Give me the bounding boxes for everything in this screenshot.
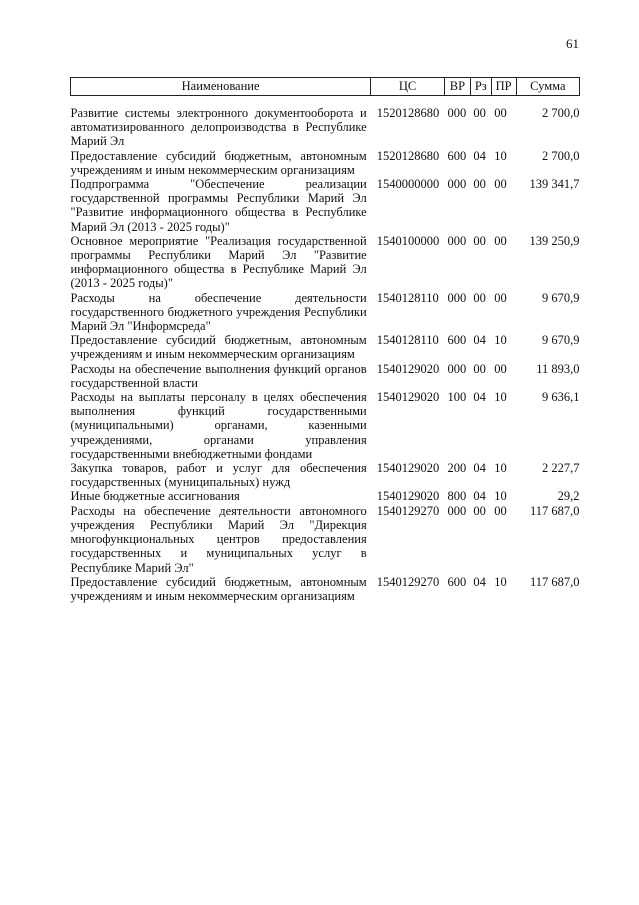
row-pr: 10	[494, 390, 507, 405]
row-sum: 9 670,9	[542, 333, 580, 348]
row-pr: 00	[494, 503, 507, 518]
row-rz: 00	[473, 503, 486, 518]
row-cs: 1540129020	[376, 489, 440, 504]
row-rz: 04	[473, 390, 486, 405]
table-row	[71, 149, 580, 177]
row-rz: 04	[473, 574, 486, 589]
row-sum: 11 893,0	[536, 361, 580, 376]
row-sum: 2 700,0	[542, 106, 580, 120]
row-name: Расходы на обеспечение деятельности государственного бюджетного учреждения Республики Марий Эл "Информсреда"	[70, 290, 367, 334]
row-cs: 1540129270	[376, 503, 440, 518]
row-pr: 10	[494, 333, 507, 348]
row-vr: 000	[447, 290, 467, 305]
table-row	[71, 362, 580, 390]
header-cs: ЦС	[371, 78, 445, 96]
row-name: Предоставление субсидий бюджетным, автономным учреждениям и иным некоммерческим организациям	[70, 574, 367, 603]
row-name: Расходы на выплаты персоналу в целях обеспечения выполнения функций государственными (муниципальными) органами, казенными учреждениями, органами управления государственными внебюджетными фондами	[70, 390, 367, 461]
row-cs: 1540128110	[376, 290, 439, 305]
row-vr: 100	[447, 390, 467, 405]
row-pr: 10	[494, 148, 507, 163]
row-pr: 00	[494, 177, 507, 192]
row-vr: 600	[447, 333, 467, 348]
table-row	[71, 575, 580, 603]
header-name: Наименование	[71, 78, 371, 96]
table-row	[71, 291, 580, 334]
row-rz: 00	[473, 290, 486, 305]
row-sum: 2 700,0	[542, 148, 580, 163]
row-pr: 00	[494, 361, 507, 376]
table-row	[71, 177, 580, 234]
row-sum: 117 687,0	[529, 574, 580, 589]
row-sum: 139 250,9	[529, 233, 580, 248]
table-header	[71, 78, 580, 96]
table-row	[71, 96, 580, 149]
header-rz: Рз	[470, 78, 491, 96]
row-pr: 00	[494, 290, 507, 305]
row-sum: 139 341,7	[529, 177, 580, 192]
row-pr: 00	[494, 233, 507, 248]
row-sum: 29,2	[557, 489, 580, 504]
row-vr: 200	[447, 461, 467, 476]
table-row	[71, 461, 580, 489]
row-name: Расходы на обеспечение деятельности автономного учреждения Республики Марий Эл "Дирекция многофункциональных центров предоставления государственных и муниципальных услуг в Республике Марий Эл"	[70, 503, 367, 575]
header-row	[71, 78, 580, 96]
row-name: Предоставление субсидий бюджетным, автономным учреждениям и иным некоммерческим организациям	[70, 148, 367, 177]
row-name: Предоставление субсидий бюджетным, автономным учреждениям и иным некоммерческим организациям	[70, 333, 367, 362]
row-name: Расходы на обеспечение выполнения функций органов государственной власти	[70, 361, 367, 390]
row-sum: 9 670,9	[542, 290, 580, 305]
row-cs: 1540129020	[376, 461, 440, 476]
budget-table	[70, 77, 580, 603]
row-pr: 10	[494, 574, 507, 589]
row-rz: 04	[473, 333, 486, 348]
table-row	[71, 390, 580, 461]
table-body	[71, 96, 580, 604]
row-name: Иные бюджетные ассигнования	[70, 489, 240, 504]
row-cs: 1520128680	[376, 106, 440, 120]
row-name: Развитие системы электронного документооборота и автоматизированного делопроизводства в Республике Марий Эл	[70, 106, 367, 149]
table-row	[71, 333, 580, 361]
row-cs: 1540128110	[376, 333, 439, 348]
header-pr: ПР	[491, 78, 516, 96]
row-cs: 1540129270	[376, 574, 440, 589]
row-cs: 1540129020	[376, 390, 440, 405]
row-name: Основное мероприятие "Реализация государственной программы Республики Марий Эл "Развитие информационного общества в Республике Марий Эл (2013 - 2025 годы)"	[70, 233, 367, 291]
row-cs: 1540100000	[376, 233, 440, 248]
header-sum: Сумма	[516, 78, 579, 96]
row-name: Закупка товаров, работ и услуг для обеспечения государственных (муниципальных) нужд	[70, 461, 367, 490]
table-row	[71, 489, 580, 503]
row-name: Подпрограмма "Обеспечение реализации государственной программы Республики Марий Эл "Развитие информационного общества в Республике Марий Эл (2013 - 2025 годы)"	[70, 177, 367, 234]
table-row	[71, 504, 580, 575]
row-rz: 04	[473, 148, 486, 163]
row-pr: 10	[494, 489, 507, 504]
row-sum: 9 636,1	[542, 390, 580, 405]
page-number: 61	[566, 36, 579, 51]
row-vr: 000	[447, 177, 467, 192]
table-row	[71, 234, 580, 291]
row-vr: 600	[447, 148, 467, 163]
row-rz: 00	[473, 233, 486, 248]
row-rz: 00	[473, 361, 486, 376]
row-pr: 10	[494, 461, 507, 476]
row-pr: 00	[494, 106, 507, 120]
header-vr: ВР	[444, 78, 470, 96]
row-cs: 1520128680	[376, 148, 440, 163]
row-rz: 00	[473, 106, 486, 120]
row-vr: 000	[447, 106, 467, 120]
row-rz: 00	[473, 177, 486, 192]
row-sum: 117 687,0	[529, 503, 580, 518]
row-vr: 000	[447, 503, 467, 518]
row-vr: 600	[447, 574, 467, 589]
row-cs: 1540129020	[376, 361, 440, 376]
row-rz: 04	[473, 489, 486, 504]
row-cs: 1540000000	[376, 177, 440, 192]
row-vr: 800	[447, 489, 467, 504]
row-sum: 2 227,7	[542, 461, 580, 476]
row-rz: 04	[473, 461, 486, 476]
row-vr: 000	[447, 233, 467, 248]
row-vr: 000	[447, 361, 467, 376]
